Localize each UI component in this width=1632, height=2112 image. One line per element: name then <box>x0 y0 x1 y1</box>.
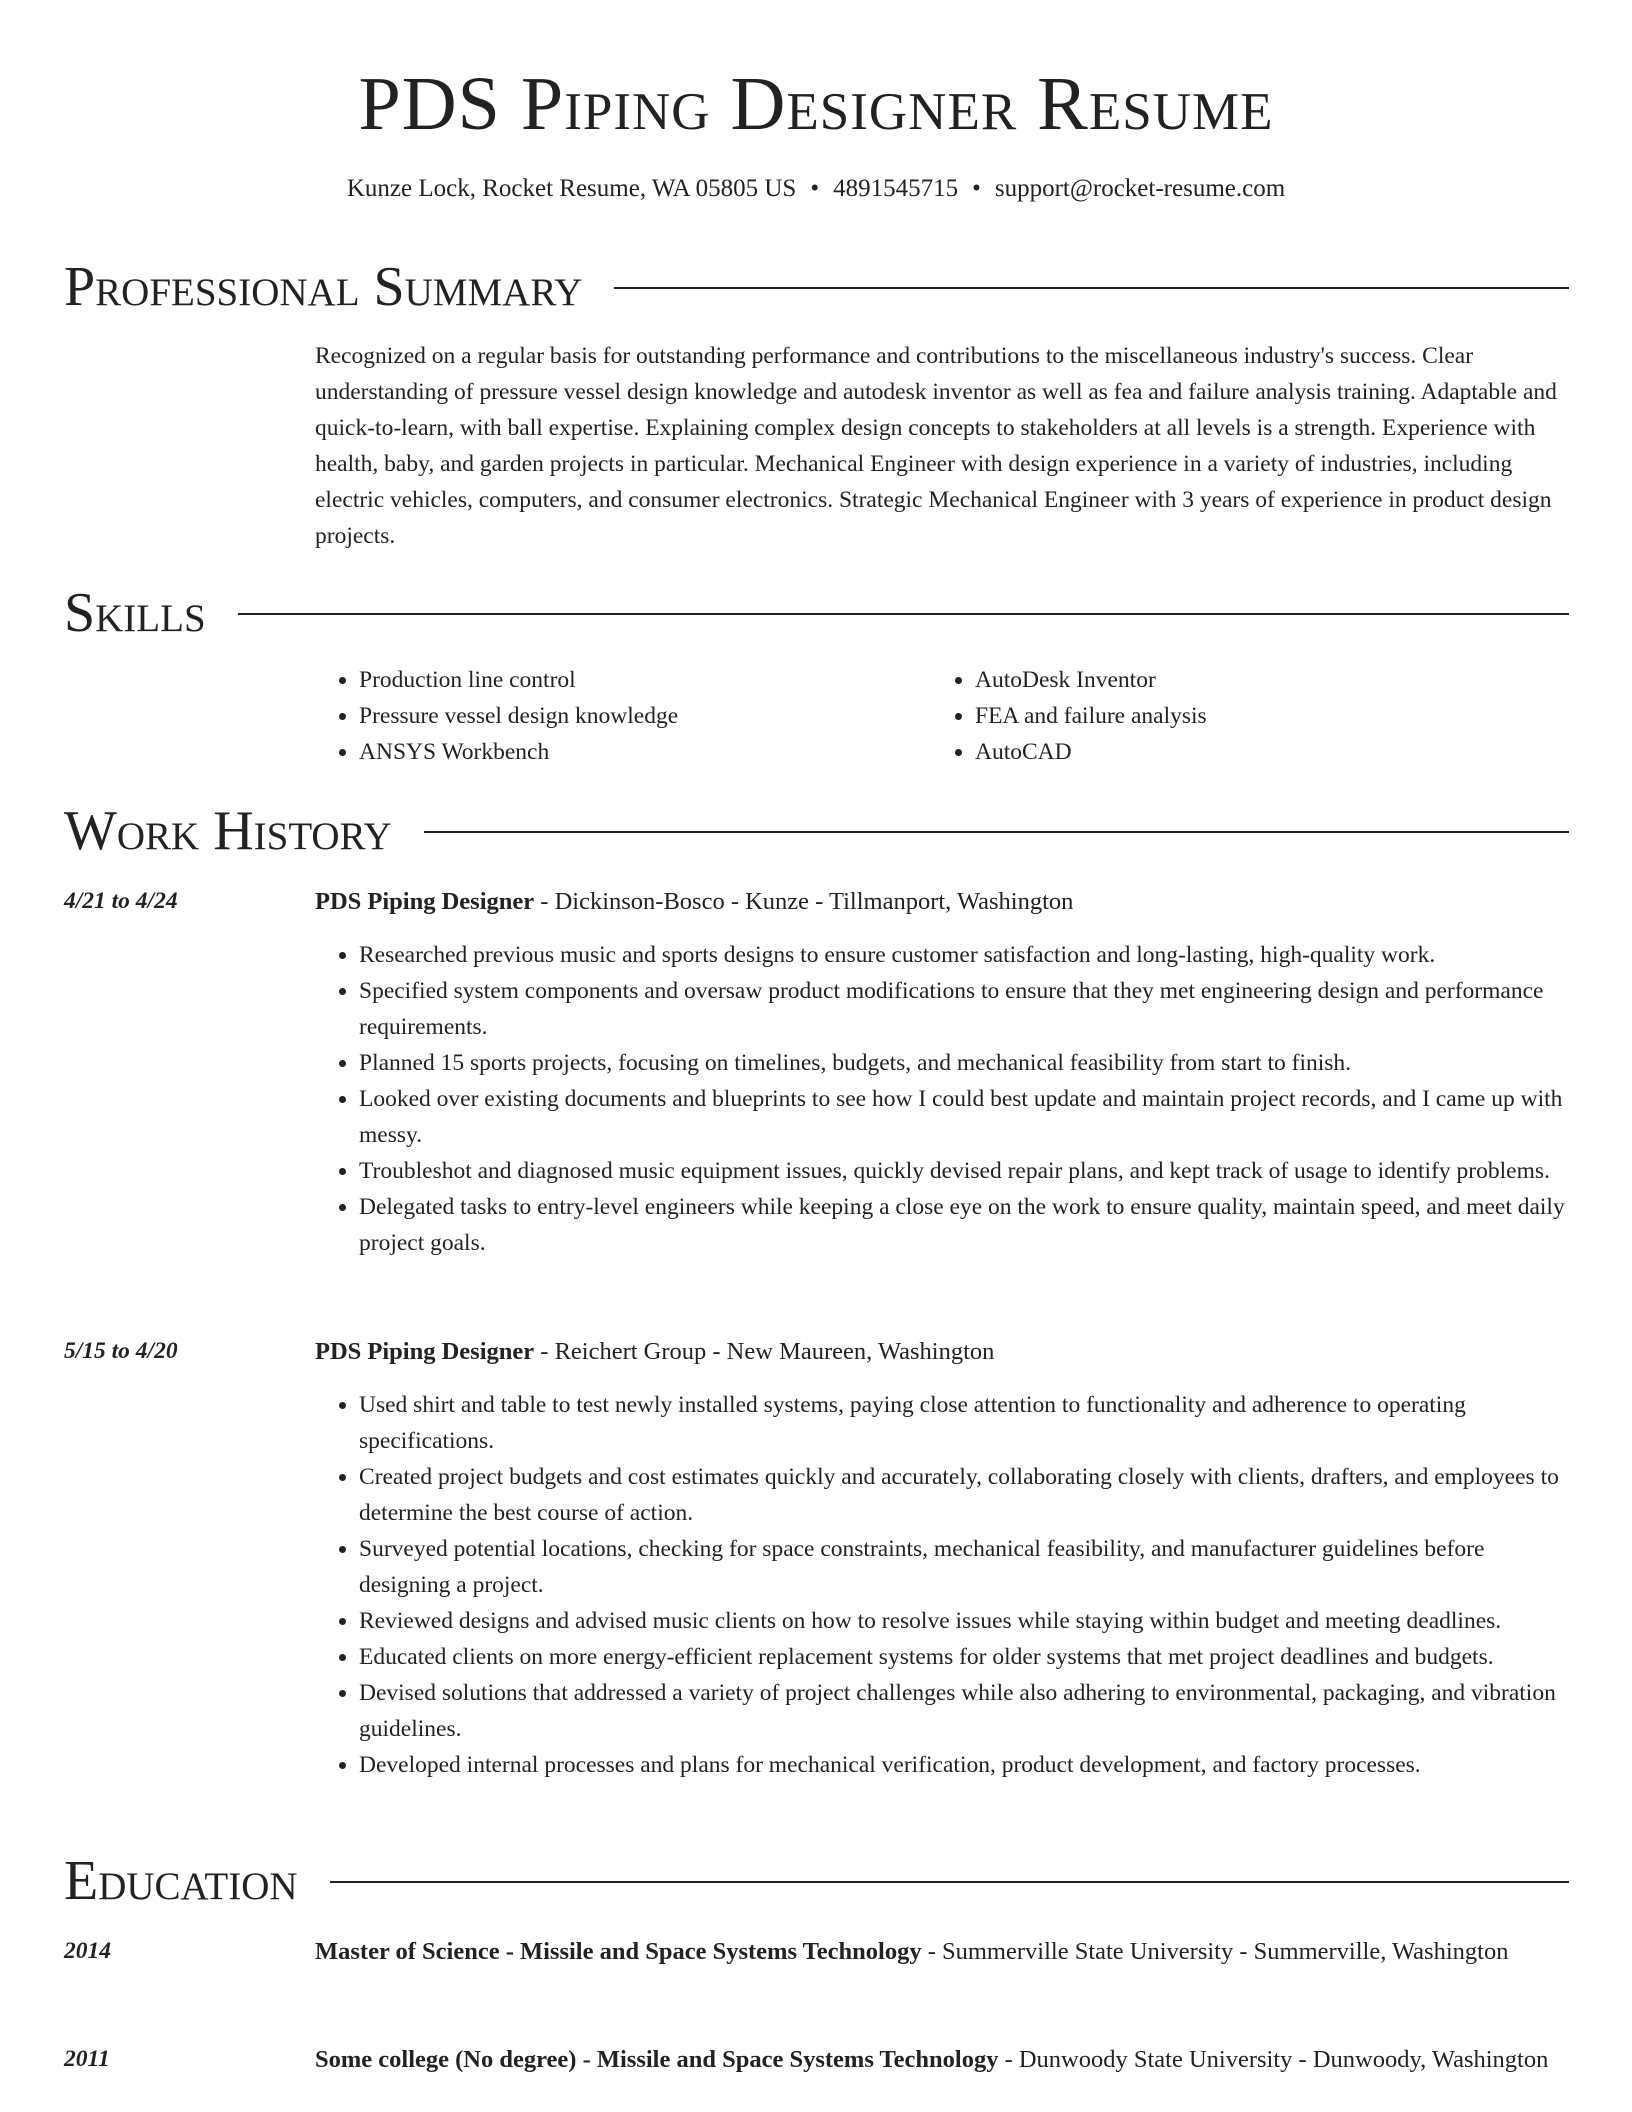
job-title: PDS Piping Designer <box>315 888 535 915</box>
section-title-summary: Professional Summary <box>64 256 583 318</box>
skill-item: • AutoDesk Inventor <box>975 662 1547 698</box>
section-title-work: Work History <box>64 800 392 862</box>
section-header-work <box>64 798 1569 864</box>
work-bullet: • Looked over existing documents and blueprints to see how I could best update and maintain project records, and I came up with messy. <box>359 1081 1570 1153</box>
contact-address: Kunze Lock, Rocket Resume, WA 05805 US <box>346 175 797 202</box>
school-details: - Dunwoody State University - Dunwoody, Washington <box>998 2046 1549 2073</box>
contact-separator: • <box>972 175 981 202</box>
work-bullet: • Planned 15 sports projects, focusing on timelines, budgets, and mechanical feasibility from start to finish. <box>359 1045 1570 1081</box>
work-bullets <box>315 937 1570 1261</box>
work-heading <box>315 1333 1570 1371</box>
summary-text: Recognized on a regular basis for outstanding performance and contributions to the miscellaneous industry's success. Clear understanding of pressure vessel design knowledge and autodesk inventor as well as fea and failure analysis training. Adaptable and quick-to-learn, with ball expertise. Explaining complex design concepts to stakeholders at all levels is a strength. Experience with health, baby, and garden projects in particular. Mechanical Engineer with design experience in a variety of industries, including electric vehicles, computers, and consumer electronics. Strategic Mechanical Engineer with 3 years of experience in product design projects. <box>315 343 1557 549</box>
work-bullet: • Specified system components and oversaw product modifications to ensure that they met engineering design and performance requirements. <box>359 973 1570 1045</box>
work-bullets <box>315 1387 1570 1783</box>
work-bullet: • Reviewed designs and advised music clients on how to resolve issues while staying within budget and meeting deadlines. <box>359 1603 1570 1639</box>
job-title: PDS Piping Designer <box>315 1338 535 1365</box>
degree-title: Some college (No degree) - Missile and Space Systems Technology <box>315 2046 999 2073</box>
section-title-skills: Skills <box>64 582 206 644</box>
skill-item: • FEA and failure analysis <box>975 698 1547 734</box>
skills-column-right <box>931 662 1547 770</box>
work-dates: 5/15 to 4/20 <box>64 1338 178 1364</box>
work-bullet: • Developed internal processes and plans for mechanical verification, product development, and factory processes. <box>359 1747 1570 1783</box>
work-bullet: • Surveyed potential locations, checking for space constraints, mechanical feasibility, and manufacturer guidelines before designing a project. <box>359 1531 1570 1603</box>
contact-email: support@rocket-resume.com <box>994 175 1286 202</box>
skill-item: • ANSYS Workbench <box>359 734 931 770</box>
section-divider <box>238 613 1569 615</box>
work-heading <box>315 883 1570 921</box>
skills-list <box>315 662 1570 770</box>
work-bullet: • Researched previous music and sports designs to ensure customer satisfaction and long-lasting, high-quality work. <box>359 937 1570 973</box>
work-bullet: • Created project budgets and cost estimates quickly and accurately, collaborating closely with clients, drafters, and employees to determine the best course of action. <box>359 1459 1570 1531</box>
contact-phone: 4891545715 <box>833 175 959 202</box>
skill-item: • AutoCAD <box>975 734 1547 770</box>
skill-item: • Pressure vessel design knowledge <box>359 698 931 734</box>
work-bullet: • Delegated tasks to entry-level engineers while keeping a close eye on the work to ensure quality, maintain speed, and meet daily project goals. <box>359 1189 1570 1261</box>
degree-title: Master of Science - Missile and Space Systems Technology <box>315 1938 922 1965</box>
section-divider <box>424 831 1569 833</box>
work-bullet: • Troubleshot and diagnosed music equipment issues, quickly devised repair plans, and kept track of usage to identify problems. <box>359 1153 1570 1189</box>
education-year: 2011 <box>64 2046 110 2072</box>
skill-item: • Production line control <box>359 662 931 698</box>
job-details: - Dickinson-Bosco - Kunze - Tillmanport, Washington <box>534 888 1074 915</box>
education-heading <box>315 1933 1570 1971</box>
resume-title: PDS Piping Designer Resume <box>358 62 1274 146</box>
contact-separator: • <box>810 175 820 202</box>
education-heading <box>315 2041 1570 2079</box>
education-year: 2014 <box>64 1938 111 1964</box>
school-details: - Summerville State University - Summerville, Washington <box>921 1938 1509 1965</box>
work-dates: 4/21 to 4/24 <box>64 888 178 914</box>
job-details: - Reichert Group - New Maureen, Washington <box>534 1338 995 1365</box>
work-bullet: • Devised solutions that addressed a variety of project challenges while also adhering to environmental, packaging, and vibration guidelines. <box>359 1675 1570 1747</box>
section-header-summary <box>64 254 1569 320</box>
section-title-education: Education <box>64 1850 298 1912</box>
section-header-education <box>64 1848 1569 1914</box>
section-divider <box>614 287 1569 289</box>
skills-column-left <box>315 662 931 770</box>
work-bullet: • Used shirt and table to test newly installed systems, paying close attention to functionality and adherence to operating specifications. <box>359 1387 1570 1459</box>
section-header-skills <box>64 580 1569 646</box>
work-bullet: • Educated clients on more energy-efficient replacement systems for older systems that met project deadlines and budgets. <box>359 1639 1570 1675</box>
contact-line <box>0 172 1632 206</box>
section-divider <box>330 1881 1569 1883</box>
